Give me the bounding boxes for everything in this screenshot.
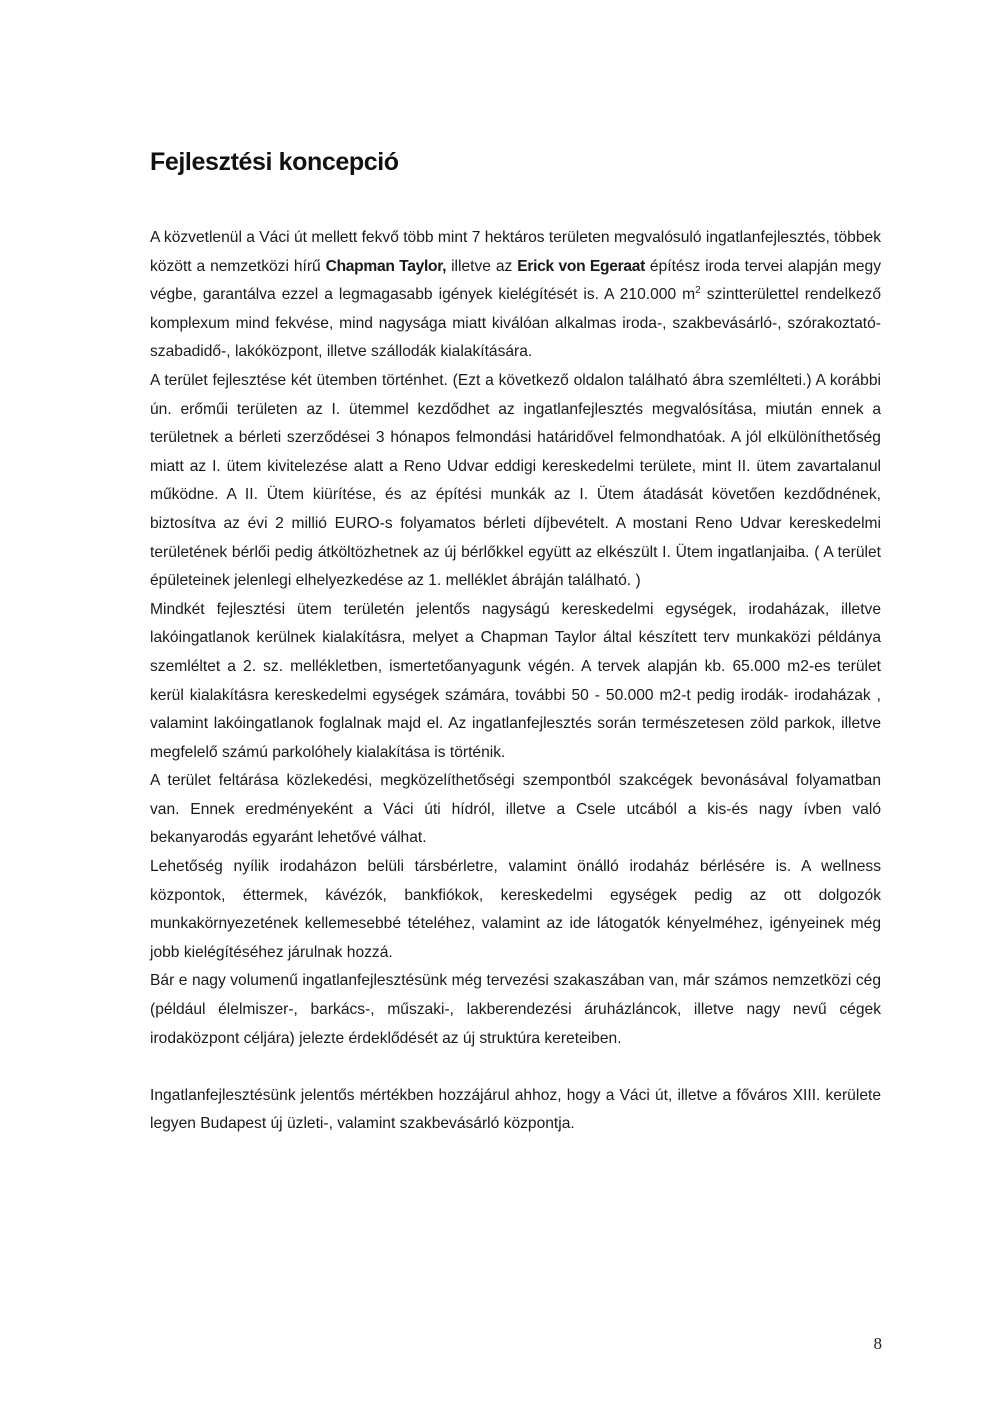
superscript-2: 2 [695,285,701,296]
page-title: Fejlesztési koncepció [150,148,399,176]
intro-text-4: szintterülettel rendelkező komplexum mind fekvése, mind nagysága miatt kiválóan alkalmas iroda-, szakbevásárló-, szórakoztató-szabadidő-, lakóközpont, illetve szállodák kialakítására. [150,286,882,361]
paragraph-conclusion: Ingatlanfejlesztésünk jelentős mértékben hozzájárul ahhoz, hogy a Váci út, illetve a főváros XIII. kerülete legyen Budapest új üzleti-, valamint szakbevásárló központja. [150,1086,881,1133]
intro-text-3: építész iroda tervei alapján megy végbe, garantálva ezzel a legmagasabb igények kielégítését is. A 210.000 m [150,257,882,304]
paragraph-rental: Lehetőség nyílik irodaházon belüli társbérletre, valamint önálló irodaház bérlésére is. A wellness központok, éttermek, kávézók, bankfiókok, kereskedelmi egységek pedig az ott dolgozók munkakörnyezetének kellemesebbé tételéhez, valamint az ide látogatók kényelméhez, igényeinek még jobb kielégítéséhez járulnak hozzá. [150,858,881,961]
paragraph-units: Mindkét fejlesztési ütem területén jelentős nagyságú kereskedelmi egységek, irodaházak, illetve lakóingatlanok kerülnek kialakításra, melyet a Chapman Taylor által készített terv munkaközi példánya szemléltet a 2. sz. mellékletben, ismertetőanyagunk végén. A tervek alapján kb. 65.000 m2-es terület kerül kialakításra kereskedelmi egységek számára, további 50 - 50.000 m2-t pedig irodák- irodaházak , valamint lakóingatlanok foglalnak majd el. Az ingatlanfejlesztés során természetesen zöld parkok, illetve megfelelő számú parkolóhely kialakítása is történik. [150,600,881,761]
intro-text-2: illetve az [446,257,518,275]
body-text [150,224,881,1139]
architect-name-chapman-taylor: Chapman Taylor, [325,257,447,275]
intro-text-1: A közvetlenül a Váci út mellett fekvő több mint 7 hektáros területen megvalósuló ingatlanfejlesztés, többek között a nemzetközi hírű [150,229,881,275]
paragraph-interest: Bár e nagy volumenű ingatlanfejlesztésünk még tervezési szakaszában van, már számos nemzetközi cég (például élelmiszer-, barkács-, műszaki-, lakberendezési áruházláncok, illetve nagy nevű cégek irodaközpont céljára) jelezte érdeklődését az új struktúra kereteiben. [150,972,881,1047]
paragraph-intro [150,224,881,367]
page-number: 8 [873,1334,882,1353]
paragraph-access: A terület feltárása közlekedési, megközelíthetőségi szempontból szakcégek bevonásával folyamatban van. Ennek eredményeként a Váci úti hídról, illetve a Csele utcából a kis-és nagy ívben való bekanyarodás egyaránt lehetővé válhat. [150,772,881,847]
paragraph-phases: A terület fejlesztése két ütemben történhet. (Ezt a következő oldalon található ábra szemlélteti.) A korábbi ún. erőműi területen az I. ütemmel kezdődhet az ingatlanfejlesztés megvalósítása, miután ennek a területnek a bérleti szerződései 3 hónapos felmondási határidővel felmondhatóak. A jól elkülöníthetőség miatt az I. ütem kivitelezése alatt a Reno Udvar eddigi kereskedelmi területe, mint II. ütem zavartalanul működne. A II. Ütem kiürítése, és az építési munkák az I. Ütem átadását követően kezdődnének, biztosítva az évi 2 millió EURO-s folyamatos bérleti díjbevételt. A mostani Reno Udvar kereskedelmi területének bérlői pedig átköltözhetnek az új bérlőkkel együtt az elkészült I. Ütem ingatlanjaiba. ( A terület épületeinek jelenlegi elhelyezkedése az 1. melléklet ábráján található. ) [150,371,881,590]
architect-name-erick-von-egeraat: Erick von Egeraat [517,257,646,275]
